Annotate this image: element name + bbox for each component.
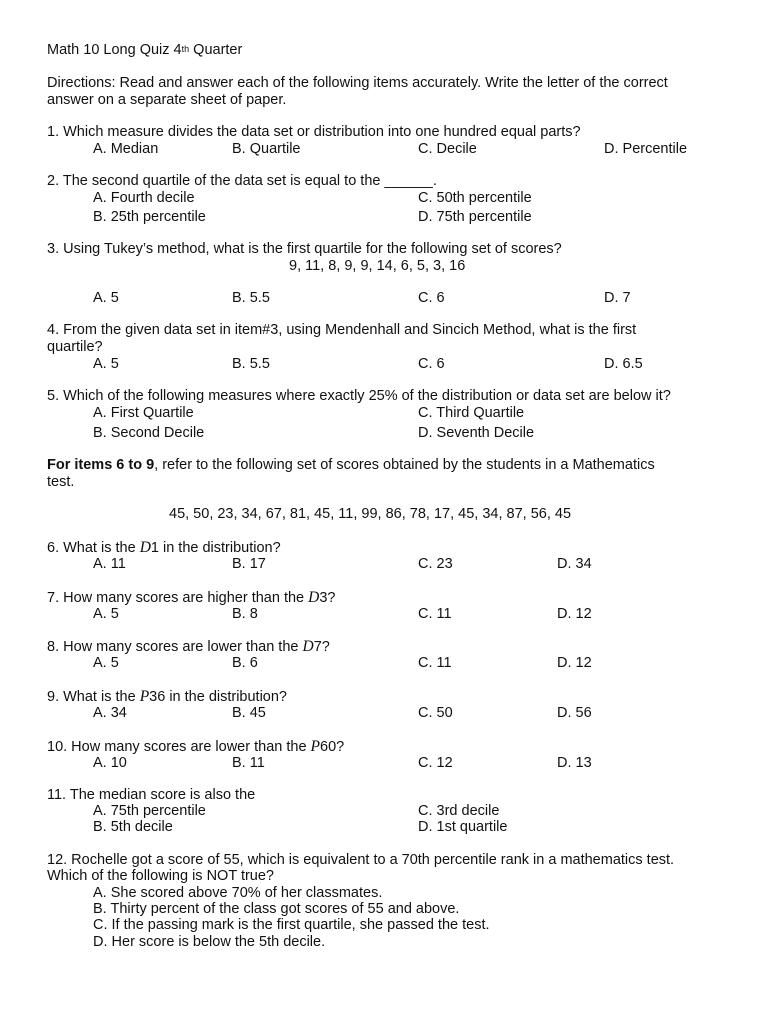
q9-choice-b: B. 45 [232, 705, 266, 721]
question-5: 5. Which of the following measures where exactly 25% of the distribution or data set are below it? [47, 388, 671, 404]
q11-choice-d: D. 1st quartile [418, 819, 508, 835]
q10-text: 10. How many scores are lower than the [47, 739, 311, 755]
q6-choice-a: A. 11 [93, 556, 126, 572]
q1-choice-a: A. Median [93, 141, 159, 157]
q5-choice-d: D. Seventh Decile [418, 425, 535, 441]
q8-text: 8. How many scores are lower than the [47, 639, 303, 655]
q2-choice-d: D. 75th percentile [418, 209, 532, 225]
title-superscript: th [181, 44, 190, 54]
q12-choice-b: B. Thirty percent of the class got scores of 55 and above. [93, 901, 460, 917]
directions-line-1: Directions: Read and answer each of the following items accurately. Write the letter of the correct [47, 75, 668, 91]
question-2: 2. The second quartile of the data set is equal to the ______. [47, 173, 437, 189]
q8-variable: D [302, 638, 314, 655]
question-3: 3. Using Tukey’s method, what is the first quartile for the following set of scores? [47, 241, 562, 257]
q3-choice-c: C. 6 [418, 290, 445, 306]
q10-choice-c: C. 12 [418, 755, 453, 771]
title-text: Math 10 Long Quiz 4 [47, 42, 182, 58]
q4-choice-d: D. 6.5 [604, 356, 643, 372]
q3-data-set: 9, 11, 8, 9, 9, 14, 6, 5, 3, 16 [289, 258, 466, 274]
q9-text-end: 36 in the distribution? [149, 689, 287, 705]
q4-choice-a: A. 5 [93, 356, 119, 372]
q6-text-end: 1 in the distribution? [150, 540, 281, 556]
q7-variable: D [308, 589, 320, 606]
q3-choice-d: D. 7 [604, 290, 631, 306]
question-7 [47, 589, 335, 607]
items-note-rest: , refer to the following set of scores obtained by the students in a Mathematics [154, 457, 655, 473]
q10-choice-d: D. 13 [557, 755, 592, 771]
q7-choice-a: A. 5 [93, 606, 119, 622]
q3-choice-b: B. 5.5 [232, 290, 270, 306]
question-10 [47, 738, 344, 756]
q10-variable: P [310, 738, 321, 755]
q1-choice-c: C. Decile [418, 141, 477, 157]
q8-choice-b: B. 6 [232, 655, 258, 671]
q7-choice-c: C. 11 [418, 606, 452, 622]
q9-choice-a: A. 34 [93, 705, 127, 721]
q8-choice-d: D. 12 [557, 655, 592, 671]
title-suffix: Quarter [189, 42, 243, 58]
q9-text: 9. What is the [47, 689, 140, 705]
q9-choice-c: C. 50 [418, 705, 453, 721]
q6-choice-b: B. 17 [232, 556, 266, 572]
q7-text-end: 3? [319, 590, 336, 606]
q7-text: 7. How many scores are higher than the [47, 590, 309, 606]
items-note-line-1 [47, 457, 655, 474]
q1-choice-b: B. Quartile [232, 141, 301, 157]
scores-data-set: 45, 50, 23, 34, 67, 81, 45, 11, 99, 86, 78, 17, 45, 34, 87, 56, 45 [169, 506, 572, 522]
q2-choice-a: A. Fourth decile [93, 190, 195, 206]
q5-choice-c: C. Third Quartile [418, 405, 525, 421]
q4-choice-b: B. 5.5 [232, 356, 270, 372]
question-9 [47, 688, 287, 706]
q12-choice-c: C. If the passing mark is the first quartile, she passed the test. [93, 917, 490, 933]
q6-choice-d: D. 34 [557, 556, 592, 572]
q7-choice-b: B. 8 [232, 606, 258, 622]
question-11: 11. The median score is also the [47, 787, 256, 803]
q10-choice-b: B. 11 [232, 755, 265, 771]
items-note-line-2: test. [47, 474, 75, 490]
question-4-line-2: quartile? [47, 339, 103, 355]
page-title [47, 42, 242, 59]
q5-choice-b: B. Second Decile [93, 425, 205, 441]
q9-choice-d: D. 56 [557, 705, 592, 721]
q2-choice-c: C. 50th percentile [418, 190, 532, 206]
q1-choice-d: D. Percentile [604, 141, 688, 157]
q8-choice-c: C. 11 [418, 655, 452, 671]
q8-choice-a: A. 5 [93, 655, 119, 671]
q6-choice-c: C. 23 [418, 556, 453, 572]
q11-choice-b: B. 5th decile [93, 819, 173, 835]
question-12-line-1: 12. Rochelle got a score of 55, which is equivalent to a 70th percentile rank in a mathematics test. [47, 852, 675, 868]
q12-choice-d: D. Her score is below the 5th decile. [93, 934, 326, 950]
q10-choice-a: A. 10 [93, 755, 127, 771]
q11-choice-c: C. 3rd decile [418, 803, 500, 819]
q12-choice-a: A. She scored above 70% of her classmates. [93, 885, 383, 901]
q3-choice-a: A. 5 [93, 290, 119, 306]
q10-text-end: 60? [320, 739, 345, 755]
q7-choice-d: D. 12 [557, 606, 592, 622]
q9-variable: P [139, 688, 150, 705]
q11-choice-a: A. 75th percentile [93, 803, 206, 819]
question-8 [47, 638, 330, 656]
q6-text: 6. What is the [47, 540, 140, 556]
question-1: 1. Which measure divides the data set or distribution into one hundred equal parts? [47, 124, 581, 140]
q6-variable: D [139, 539, 151, 556]
q4-choice-c: C. 6 [418, 356, 445, 372]
question-6 [47, 539, 281, 557]
q8-text-end: 7? [313, 639, 330, 655]
q2-choice-b: B. 25th percentile [93, 209, 206, 225]
directions-line-2: answer on a separate sheet of paper. [47, 92, 287, 108]
q5-choice-a: A. First Quartile [93, 405, 194, 421]
items-note-bold: For items 6 to 9 [47, 457, 155, 473]
question-12-line-2: Which of the following is NOT true? [47, 868, 274, 884]
question-4-line-1: 4. From the given data set in item#3, using Mendenhall and Sincich Method, what is the first [47, 322, 637, 338]
